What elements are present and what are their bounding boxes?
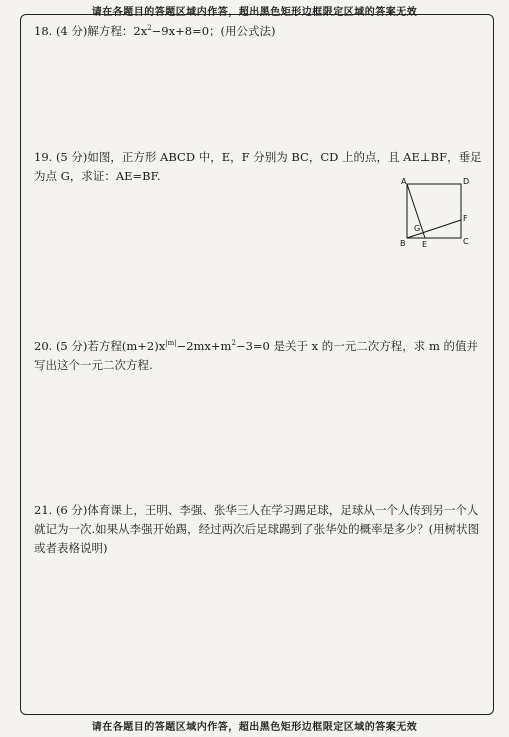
square-diagram (393, 176, 473, 250)
label-g: G (414, 224, 421, 233)
q20-part2: −2mx+m (176, 339, 232, 353)
question-18 (34, 22, 474, 41)
header-notice: 请在各题目的答题区域内作答，超出黑色矩形边框限定区域的答案无效 (91, 7, 418, 18)
label-d: D (463, 177, 470, 186)
label-b: B (400, 239, 406, 248)
label-c: C (463, 237, 469, 246)
q20-part3: −3=0 是关于 x 的一元二次方程，求 m 的值并写出这个一元二次方程. (34, 339, 479, 372)
question-19: 19. (5 分)如图，正方形 ABCD 中，E，F 分别为 BC，CD 上的点，且 AE⊥BF，垂足为点 G，求证：AE=BF. (34, 150, 482, 183)
q18-prefix: 18. (4 分)解方程：2x (34, 24, 148, 38)
question-21: 21. (6 分)体育课上，王明、李强、张华三人在学习踢足球，足球从一个人传到另一个人就记为一次.如果从李强开始踢，经过两次后足球踢到了张华处的概率是多少？(用树状图或者表格说明) (34, 503, 480, 555)
footer-notice: 请在各题目的答题区域内作答，超出黑色矩形边框限定区域的答案无效 (91, 722, 418, 733)
label-a: A (401, 177, 407, 186)
label-f: F (463, 214, 468, 223)
question-20 (34, 337, 489, 375)
q18-exponent: 2 (147, 24, 152, 33)
q20-exponent-abs-m: |m| (165, 339, 177, 348)
label-e: E (422, 240, 428, 249)
q20-exponent-2: 2 (231, 339, 236, 348)
q18-suffix: −9x+8=0；(用公式法) (151, 24, 276, 38)
q20-part1: 20. (5 分)若方程(m+2)x (34, 339, 166, 353)
